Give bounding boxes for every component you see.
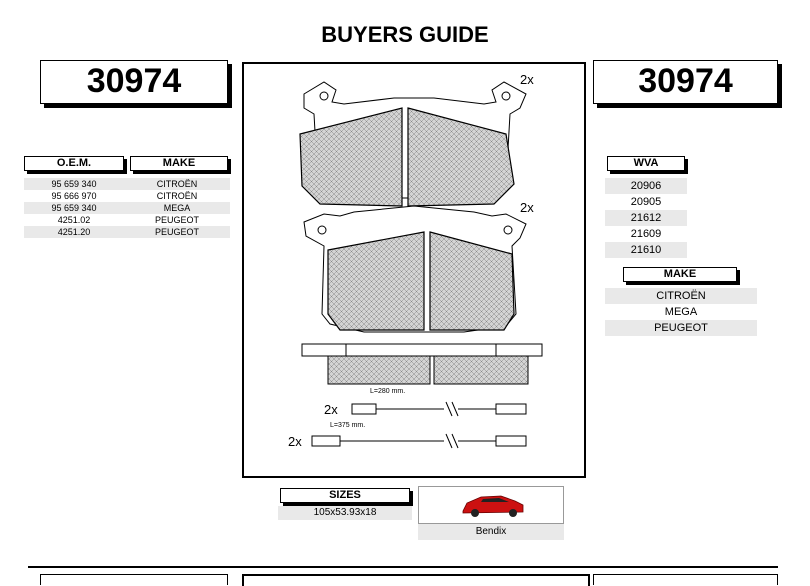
sizes-value: 105x53.93x18 (278, 506, 412, 520)
list-item: CITROËN (605, 288, 757, 304)
sensor-long-length: L=375 mm. (330, 422, 366, 429)
page-title: BUYERS GUIDE (321, 22, 489, 47)
list-item: 21609 (630, 228, 662, 240)
wva-table (605, 178, 687, 258)
list-item: 21612 (605, 210, 687, 226)
table-row (24, 178, 230, 190)
list-item: PEUGEOT (605, 320, 757, 336)
wear-sensor-short (352, 402, 526, 416)
oem-cell: 95 659 340 (51, 203, 97, 213)
oem-header: O.E.M. (24, 156, 124, 171)
part-number-left: 30974 (40, 60, 228, 104)
make-header-left: MAKE (130, 156, 228, 171)
car-icon (419, 487, 563, 523)
oem-table (24, 178, 230, 238)
sensor-short-length: L=280 mm. (370, 388, 406, 395)
qty-pad-top: 2x (520, 72, 534, 87)
qty-sensor-long: 2x (288, 434, 302, 449)
oem-cell: 95 666 970 (51, 191, 97, 201)
part-number-right: 30974 (593, 60, 778, 104)
qty-sensor-short: 2x (324, 402, 338, 417)
table-row (24, 190, 230, 202)
wva-header: WVA (607, 156, 685, 171)
brake-pad-bottom (304, 206, 526, 332)
oem-cell: 95 659 340 (51, 179, 97, 189)
oem-cell: 4251.20 (57, 227, 91, 237)
wear-sensor-long (312, 434, 526, 448)
make-cell: PEUGEOT (154, 215, 199, 225)
next-card-box-center (242, 574, 590, 586)
make-cell: CITROËN (156, 179, 198, 189)
car-image (418, 486, 564, 524)
list-item: 20905 (630, 196, 662, 208)
oem-cell: 4251.02 (57, 215, 91, 225)
make-cell: MEGA (163, 203, 191, 213)
table-row (24, 202, 230, 214)
divider (28, 566, 778, 568)
list-item: 21610 (605, 242, 687, 258)
make-cell: CITROËN (156, 191, 198, 201)
list-item: MEGA (664, 306, 698, 318)
sizes-header: SIZES (280, 488, 410, 503)
make-header-right: MAKE (623, 267, 737, 282)
make-table (605, 288, 757, 336)
brand-name: Bendix (418, 524, 564, 540)
table-row (24, 226, 230, 238)
qty-pad-bottom: 2x (520, 200, 534, 215)
make-cell: PEUGEOT (154, 227, 199, 237)
table-row (24, 214, 230, 226)
technical-drawing (242, 62, 586, 478)
pad-side-view (302, 344, 542, 384)
brake-pad-top (300, 82, 526, 206)
list-item: 20906 (605, 178, 687, 194)
